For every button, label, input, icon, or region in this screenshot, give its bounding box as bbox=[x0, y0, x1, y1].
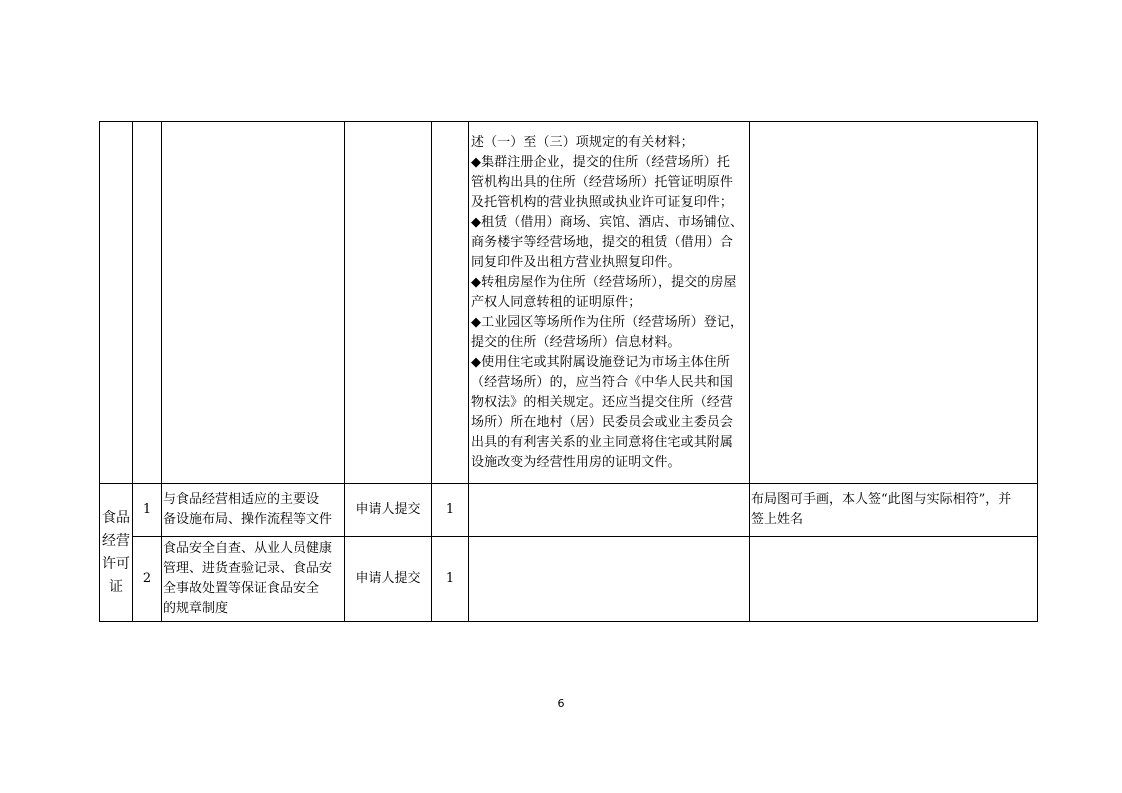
requirements-text bbox=[469, 133, 749, 473]
copies-cell: 1 bbox=[432, 537, 469, 622]
copies-cell: 1 bbox=[432, 484, 469, 537]
requirement-line: 产权人同意转租的证明原件； bbox=[471, 294, 642, 310]
material-name-line: 全事故处置等保证食品安全 bbox=[163, 581, 320, 596]
remarks-cell bbox=[750, 122, 1038, 484]
requirement-line: ◆租赁（借用）商场、宾馆、酒店、市场铺位、 bbox=[471, 214, 744, 230]
submission-method-cell bbox=[345, 122, 432, 484]
category-cell bbox=[100, 122, 133, 484]
number-cell: 2 bbox=[133, 537, 162, 622]
copies-cell bbox=[432, 122, 469, 484]
page-number: 6 bbox=[557, 697, 565, 710]
material-name-cell bbox=[162, 484, 345, 537]
table-row bbox=[100, 537, 1038, 622]
requirements-cell bbox=[469, 484, 750, 537]
requirement-line: 场所）所在地村（居）民委员会或业主委员会 bbox=[471, 414, 734, 430]
submission-method-cell: 申请人提交 bbox=[345, 484, 432, 537]
requirement-line: 出具的有利害关系的业主同意将住宅或其附属 bbox=[471, 434, 734, 450]
category-label-line: 证 bbox=[109, 578, 123, 595]
requirement-line: 物权法》的相关规定。还应当提交住所（经营 bbox=[471, 394, 734, 410]
remarks-text bbox=[750, 490, 1037, 530]
requirement-line: 及托管机构的营业执照或执业许可证复印件； bbox=[471, 194, 734, 210]
material-name-cell bbox=[162, 122, 345, 484]
submission-method-cell: 申请人提交 bbox=[345, 537, 432, 622]
requirement-line: ◆转租房屋作为住所（经营场所），提交的房屋 bbox=[471, 274, 737, 290]
remarks-cell bbox=[750, 537, 1038, 622]
requirement-line: 述（一）至（三）项规定的有关材料； bbox=[471, 134, 694, 150]
requirement-line: ◆工业园区等场所作为住所（经营场所）登记， bbox=[471, 314, 744, 330]
material-name-cell bbox=[162, 537, 345, 622]
requirement-line: ◆集群注册企业，提交的住所（经营场所）托 bbox=[471, 154, 730, 170]
material-name-line: 管理、进货查验记录、食品安 bbox=[163, 561, 333, 576]
material-name-line: 食品安全自查、从业人员健康 bbox=[163, 541, 333, 556]
requirement-line: 商务楼宇等经营场地，提交的租赁（借用）合 bbox=[471, 234, 734, 250]
material-name bbox=[162, 490, 344, 530]
number-cell: 1 bbox=[133, 484, 162, 537]
material-name-line: 与食品经营相适应的主要设 bbox=[163, 492, 320, 507]
table-row bbox=[100, 122, 1038, 484]
remarks-cell bbox=[750, 484, 1038, 537]
materials-table bbox=[99, 121, 1038, 622]
requirement-line: ◆使用住宅或其附属设施登记为市场主体住所 bbox=[471, 354, 730, 370]
requirement-line: 设施改变为经营性用房的证明文件。 bbox=[471, 454, 681, 470]
requirement-line: （经营场所）的，应当符合《中华人民共和国 bbox=[471, 374, 734, 390]
requirement-line: 同复印件及出租方营业执照复印件。 bbox=[471, 254, 681, 270]
requirements-cell bbox=[469, 537, 750, 622]
number-cell bbox=[133, 122, 162, 484]
requirements-cell bbox=[469, 122, 750, 484]
material-name-line: 备设施布局、操作流程等文件 bbox=[163, 512, 333, 527]
category-label-line: 食品 bbox=[102, 509, 130, 526]
remarks-line: 签上姓名 bbox=[751, 512, 804, 527]
category-cell bbox=[100, 484, 133, 622]
requirement-line: 提交的住所（经营场所）信息材料。 bbox=[471, 334, 681, 350]
remarks-line: 布局图可手画，本人签“此图与实际相符”，并 bbox=[751, 492, 1012, 507]
category-label-line: 许可 bbox=[102, 555, 130, 572]
material-name bbox=[162, 539, 344, 619]
category-label-line: 经营 bbox=[102, 532, 130, 549]
requirement-line: 管机构出具的住所（经营场所）托管证明原件 bbox=[471, 174, 734, 190]
table-row bbox=[100, 484, 1038, 537]
material-name-line: 的规章制度 bbox=[163, 601, 229, 616]
